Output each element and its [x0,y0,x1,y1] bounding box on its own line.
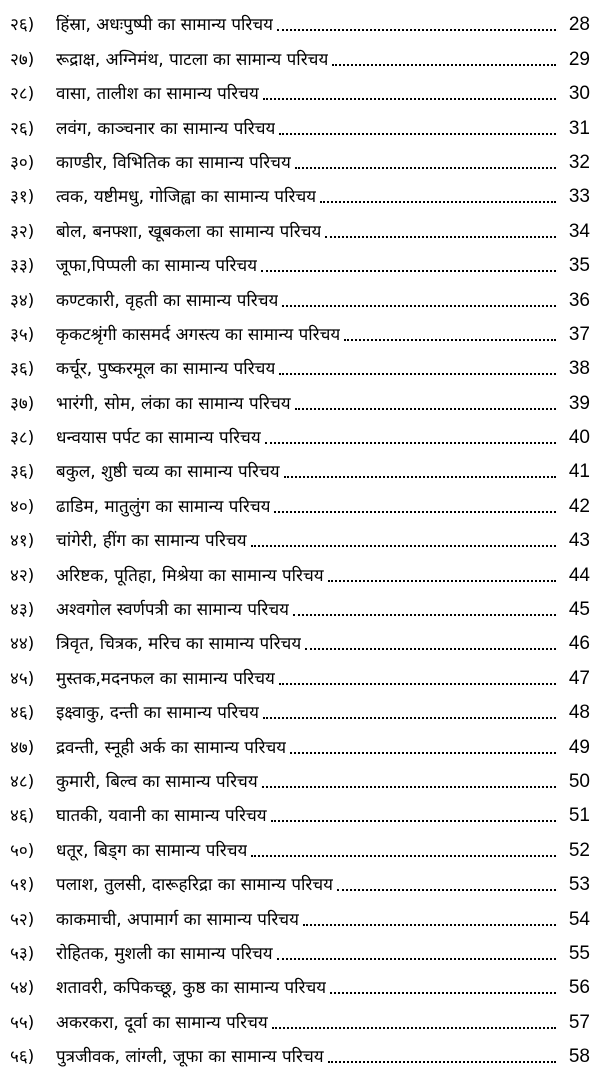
toc-entry [0,999,600,1033]
entry-page-number: 29 [568,48,590,70]
toc-entry [0,174,600,208]
entry-title: पलाश, तुलसी, दारूहरिद्रा का सामान्य परिचय [56,875,333,896]
toc-entry [0,346,600,380]
dot-leader [279,682,556,685]
entry-number: ३६) [10,359,35,380]
entry-number: ४३) [10,600,35,621]
entry-title: इक्ष्वाकु, दन्ती का सामान्य परिचय [56,703,259,724]
entry-title: जूफा,पिप्पली का सामान्य परिचय [56,256,258,277]
entry-title: कर्चूर, पुष्करमूल का सामान्य परिचय [56,359,276,380]
entry-page-number: 42 [568,495,590,517]
entry-number: ४०) [10,496,35,517]
toc-entry [0,587,600,621]
entry-page-number: 58 [568,1046,590,1068]
entry-title: कण्टकारी, वृहती का सामान्य परिचय [56,290,279,311]
entry-number: ३६) [10,462,35,483]
entry-title: अश्वगोल स्वर्णपत्री का सामान्य परिचय [56,600,290,621]
entry-title: भारंगी, सोम, लंका का सामान्य परिचय [56,393,291,414]
entry-page-number: 34 [568,220,590,242]
entry-page-number: 54 [568,908,590,930]
entry-title: हिंस्रा, अधःपुष्पी का सामान्य परिचय [56,15,274,36]
entry-number: ३५) [10,324,35,345]
toc-entry [0,931,600,965]
dot-leader [344,338,556,341]
toc-entry [0,690,600,724]
entry-number: ४१) [10,531,35,552]
toc-entry [0,655,600,689]
entry-title: अरिष्टक, पूतिहा, मिश्रेया का सामान्य परिचय [56,565,324,586]
entry-title: द्रवन्ती, स्नूही अर्क का सामान्य परिचय [56,737,287,758]
entry-title: त्वक, यष्टीमधु, गोजिह्वा का सामान्य परिचय [56,187,317,208]
entry-title: त्रिवृत, चित्रक, मरिच का सामान्य परिचय [56,634,302,655]
dot-leader [251,854,556,857]
entry-page-number: 30 [568,83,590,105]
dot-leader [305,647,556,650]
dot-leader [295,407,556,410]
toc-entry [0,621,600,655]
dot-leader [325,235,556,238]
toc-entry [0,36,600,70]
entry-page-number: 41 [568,461,590,483]
entry-title: शतावरी, कपिकच्छू, कुष्ठ का सामान्य परिचय [56,978,327,999]
toc-entry [0,552,600,586]
entry-number: ५३) [10,943,35,964]
dot-leader [320,200,556,203]
dot-leader [295,166,556,169]
entry-number: ४२) [10,565,35,586]
entry-page-number: 44 [568,564,590,586]
entry-page-number: 31 [568,117,590,139]
entry-title: बोल, बनफ्शा, खूबकला का सामान्य परिचय [56,221,322,242]
toc-entry [0,140,600,174]
table-of-contents [0,2,600,1068]
toc-entry [0,71,600,105]
entry-title: ढाडिम, मातुलुंग का सामान्य परिचय [56,496,271,517]
entry-number: ५६) [10,1047,35,1068]
entry-page-number: 46 [568,633,590,655]
toc-entry [0,2,600,36]
entry-number: ४५) [10,668,35,689]
entry-title: घातकी, यवानी का सामान्य परिचय [56,806,267,827]
entry-title: काकमाची, अपामार्ग का सामान्य परिचय [56,909,299,930]
toc-entry [0,793,600,827]
entry-title: बकुल, शुष्ठी चव्य का सामान्य परिचय [56,462,280,483]
dot-leader [293,613,556,616]
entry-page-number: 38 [568,358,590,380]
entry-number: ५२) [10,909,35,930]
entry-page-number: 36 [568,289,590,311]
toc-entry [0,449,600,483]
dot-leader [332,63,556,66]
entry-number: ५१) [10,875,35,896]
dot-leader [277,28,556,31]
dot-leader [263,97,556,100]
dot-leader [328,1060,556,1063]
entry-page-number: 43 [568,530,590,552]
entry-page-number: 35 [568,255,590,277]
dot-leader [272,1026,556,1029]
dot-leader [263,716,556,719]
toc-entry [0,380,600,414]
dot-leader [290,751,556,754]
entry-number: ४७) [10,737,35,758]
entry-number: ५५) [10,1012,35,1033]
entry-number: ३३) [10,256,35,277]
entry-page-number: 51 [568,805,590,827]
dot-leader [261,269,556,272]
dot-leader [271,819,556,822]
entry-title: चांगेरी, हींग का सामान्य परिचय [56,531,247,552]
dot-leader [265,441,556,444]
entry-number: ५४) [10,978,35,999]
entry-title: अकरकरा, दूर्वा का सामान्य परिचय [56,1012,268,1033]
entry-number: ४६) [10,806,35,827]
dot-leader [330,991,556,994]
toc-entry [0,415,600,449]
dot-leader [279,132,556,135]
dot-leader [284,475,556,478]
entry-title: लवंग, काञ्चनार का सामान्य परिचय [56,118,276,139]
dot-leader [337,888,556,891]
entry-page-number: 33 [568,186,590,208]
entry-title: वासा, तालीश का सामान्य परिचय [56,84,259,105]
toc-entry [0,243,600,277]
entry-title: रोहितक, मुशली का सामान्य परिचय [56,943,273,964]
entry-page-number: 48 [568,702,590,724]
entry-title: धतूर, बिड्ग का सामान्य परिचय [56,840,248,861]
entry-number: २८) [10,84,35,105]
entry-page-number: 37 [568,323,590,345]
toc-entry [0,862,600,896]
entry-number: २६) [10,118,35,139]
entry-page-number: 52 [568,839,590,861]
entry-title: मुस्तक,मदनफल का सामान्य परिचय [56,668,275,689]
entry-number: २७) [10,49,35,70]
entry-title: कृकटश्रृंगी कासमर्द अगस्त्य का सामान्य परिचय [56,324,341,345]
entry-number: ३१) [10,187,35,208]
entry-page-number: 47 [568,667,590,689]
toc-entry [0,483,600,517]
entry-number: ४६) [10,703,35,724]
entry-title: रूद्राक्ष, अग्निमंथ, पाटला का सामान्य परिचय [56,49,329,70]
entry-number: ५०) [10,840,35,861]
toc-entry [0,208,600,242]
entry-page-number: 57 [568,1011,590,1033]
dot-leader [274,510,556,513]
toc-entry [0,896,600,930]
entry-page-number: 53 [568,874,590,896]
dot-leader [251,544,556,547]
entry-number: ३८) [10,428,35,449]
entry-page-number: 40 [568,427,590,449]
toc-entry [0,827,600,861]
entry-page-number: 56 [568,977,590,999]
entry-number: ३७) [10,393,35,414]
toc-entry [0,277,600,311]
toc-entry [0,759,600,793]
dot-leader [279,372,556,375]
toc-entry [0,105,600,139]
entry-number: ३०) [10,152,35,173]
toc-entry [0,312,600,346]
dot-leader [328,579,556,582]
entry-page-number: 50 [568,770,590,792]
entry-number: २६) [10,15,35,36]
entry-page-number: 32 [568,151,590,173]
entry-page-number: 28 [568,14,590,36]
entry-number: ३४) [10,290,35,311]
entry-title: पुत्रजीवक, लांग्ली, जूफा का सामान्य परिचय [56,1047,324,1068]
toc-entry [0,724,600,758]
dot-leader [282,304,556,307]
entry-page-number: 45 [568,599,590,621]
entry-page-number: 39 [568,392,590,414]
entry-title: कुमारी, बिल्व का सामान्य परिचय [56,771,258,792]
entry-number: ४४) [10,634,35,655]
entry-number: ४८) [10,771,35,792]
entry-page-number: 49 [568,736,590,758]
entry-number: ३२) [10,221,35,242]
toc-entry [0,518,600,552]
dot-leader [277,957,556,960]
toc-entry [0,1034,600,1068]
toc-entry [0,965,600,999]
dot-leader [303,923,556,926]
entry-title: धन्वयास पर्पट का सामान्य परिचय [56,428,261,449]
dot-leader [262,785,556,788]
entry-page-number: 55 [568,942,590,964]
entry-title: काण्डीर, विभितिक का सामान्य परिचय [56,152,291,173]
